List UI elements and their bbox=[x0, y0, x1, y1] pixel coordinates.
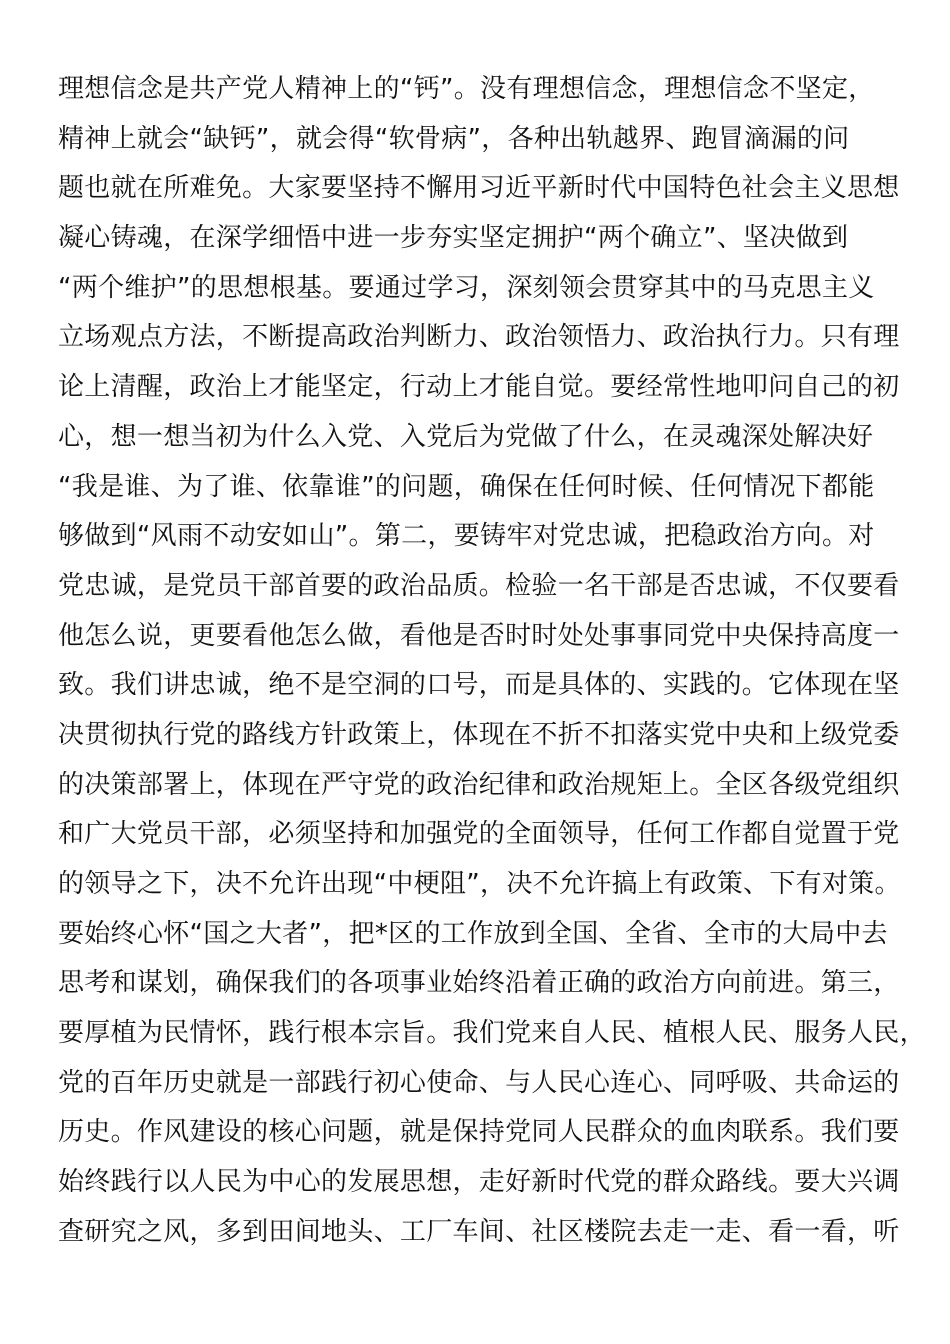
text-line: 凝心铸魂，在深学细悟中进一步夯实坚定拥护“两个确立”、坚决做到 bbox=[58, 223, 849, 254]
text-line: 够做到“风雨不动安如山”。第二，要铸牢对党忠诚，把稳政治方向。对 bbox=[58, 521, 875, 552]
text-line: 历史。作风建设的核心问题，就是保持党同人民群众的血肉联系。我们要 bbox=[58, 1117, 900, 1148]
text-line: 精神上就会“缺钙”，就会得“软骨病”，各种出轨越界、跑冒滴漏的问 bbox=[58, 123, 850, 154]
text-line: “两个维护”的思想根基。要通过学习，深刻领会贯穿其中的马克思主义 bbox=[58, 272, 875, 303]
text-line: 他怎么说，更要看他怎么做，看他是否时时处处事事同党中央保持高度一 bbox=[58, 620, 900, 651]
text-line: 致。我们讲忠诚，绝不是空洞的口号，而是具体的、实践的。它体现在坚 bbox=[58, 670, 900, 701]
text-line: 题也就在所难免。大家要坚持不懈用习近平新时代中国特色社会主义思想 bbox=[58, 173, 900, 204]
text-line: 论上清醒，政治上才能坚定，行动上才能自觉。要经常性地叩问自己的初 bbox=[58, 372, 900, 403]
text-line: 思考和谋划，确保我们的各项事业始终沿着正确的政治方向前进。第三， bbox=[58, 968, 900, 999]
text-line: “我是谁、为了谁、依靠谁”的问题，确保在任何时候、任何情况下都能 bbox=[58, 471, 875, 502]
text-line: 立场观点方法，不断提高政治判断力、政治领悟力、政治执行力。只有理 bbox=[58, 322, 900, 353]
text-line: 的决策部署上，体现在严守党的政治纪律和政治规矩上。全区各级党组织 bbox=[58, 769, 900, 800]
body-text bbox=[58, 65, 926, 1258]
text-line: 理想信念是共产党人精神上的“钙”。没有理想信念，理想信念不坚定， bbox=[58, 74, 875, 104]
text-line: 要厚植为民情怀，践行根本宗旨。我们党来自人民、植根人民、服务人民， bbox=[58, 1018, 926, 1049]
text-line: 查研究之风，多到田间地头、工厂车间、社区楼院去走一走、看一看，听 bbox=[58, 1216, 900, 1247]
text-line: 和广大党员干部，必须坚持和加强党的全面领导，任何工作都自觉置于党 bbox=[58, 819, 900, 850]
text-line: 党的百年历史就是一部践行初心使命、与人民心连心、同呼吸、共命运的 bbox=[58, 1067, 900, 1098]
text-line: 心，想一想当初为什么入党、入党后为党做了什么，在灵魂深处解决好 bbox=[58, 421, 874, 452]
text-line: 的领导之下，决不允许出现“中梗阻”，决不允许搞上有政策、下有对策。 bbox=[58, 869, 901, 899]
text-line: 党忠诚，是党员干部首要的政治品质。检验一名干部是否忠诚，不仅要看 bbox=[58, 570, 900, 601]
text-line: 要始终心怀“国之大者”，把*区的工作放到全国、全省、全市的大局中去 bbox=[58, 918, 888, 949]
text-line: 决贯彻执行党的路线方针政策上，体现在不折不扣落实党中央和上级党委 bbox=[58, 719, 900, 750]
text-line: 始终践行以人民为中心的发展思想，走好新时代党的群众路线。要大兴调 bbox=[58, 1167, 900, 1198]
